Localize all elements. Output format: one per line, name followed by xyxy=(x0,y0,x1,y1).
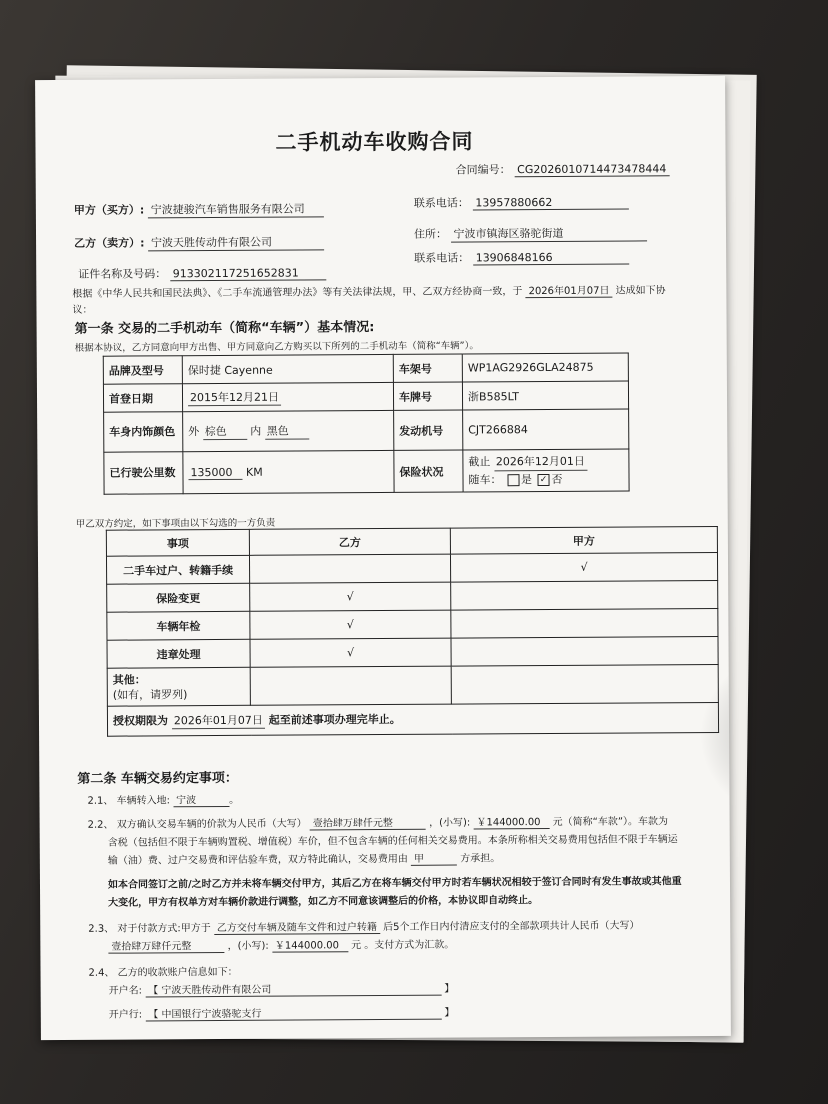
duty-check-a xyxy=(451,580,718,610)
duty-item: 车辆年检 xyxy=(107,611,250,640)
account-bank: 开户行: 【 中国银行宁波骆驼支行 】 xyxy=(109,1004,455,1022)
vehicle-info-table xyxy=(103,352,630,494)
party-a: 甲方（买方）: 宁波捷骏汽车销售服务有限公司 xyxy=(74,200,324,219)
col-party-a: 甲方 xyxy=(450,526,717,554)
other-label: 其他： xyxy=(112,672,146,687)
article1-intro: 根据本协议，乙方同意向甲方出售、甲方同意向乙方购买以下所列的二手机动车（简称“车辆”）。 xyxy=(74,340,479,354)
price-adjust-notice-2: 大变化，甲方有权单方对车辆价款进行调整，如乙方不同意该调整后的价格，本协议即自动终止。 xyxy=(108,895,539,909)
other-hint: (如有，请罗列) xyxy=(112,687,188,702)
duties-intro: 甲乙双方约定，如下事项由以下勾选的一方负责 xyxy=(75,517,276,530)
model-label: 品牌及型号 xyxy=(103,356,182,384)
clause-2-4: 2.4、 乙方的收款账户信息如下： xyxy=(88,966,238,979)
contract-page xyxy=(35,76,731,1040)
insurance-until: 2026年12月01日 xyxy=(494,453,587,472)
insurance-label: 保险状况 xyxy=(394,450,463,492)
model-value: 保时捷 Cayenne xyxy=(182,354,393,383)
article1-heading: 第一条 交易的二手机动车（简称“车辆”）基本情况: xyxy=(74,320,375,337)
col-party-b: 乙方 xyxy=(249,528,450,555)
duties-table xyxy=(106,526,719,737)
plate-value: 浙B585LT xyxy=(462,381,628,410)
inner-color: 黑色 xyxy=(265,422,309,439)
engine-value: CJT266884 xyxy=(463,409,629,450)
preamble: 根据《中华人民共和国民法典》、《二手车流通管理办法》等有关法律法规，甲、乙双方经协商一致，于 2026年01月07日 达成如下协 xyxy=(72,281,665,301)
deadline-row: 授权期限为 2026年01月07日 起至前述事项办理完毕止。 xyxy=(107,702,718,736)
insurance-cell: 截止 2026年12月01日 随车： 是 ✓ 否 xyxy=(463,449,629,492)
deadline-date: 2026年01月07日 xyxy=(172,712,265,730)
mileage-cell: 135000 KM xyxy=(183,450,394,493)
reg-date-label: 首登日期 xyxy=(103,384,182,412)
article2-heading: 第二条 车辆交易约定事项： xyxy=(77,770,238,787)
duty-check-b: √ xyxy=(250,610,451,639)
party-b: 乙方（卖方）: 宁波天胜传动件有限公司 xyxy=(74,233,324,252)
reg-date-value: 2015年12月21日 xyxy=(188,389,281,407)
contract-title: 二手机动车收购合同 xyxy=(275,129,474,155)
account-holder: 开户名: 【 宁波天胜传动件有限公司 】 xyxy=(109,980,455,998)
clause-2-2-line3: 输（油）费、过户交易费和评估验车费，双方特此确认，交易费用由 甲 方承担。 xyxy=(108,849,500,867)
duty-check-b xyxy=(249,554,450,583)
duty-item: 二手车过户、转籍手续 xyxy=(106,555,249,584)
mileage-value: 135000 xyxy=(188,465,242,479)
vin-value: WP1AG2926GLA24875 xyxy=(462,353,628,382)
duty-check-b: √ xyxy=(250,638,451,667)
checkbox-yes[interactable] xyxy=(507,474,519,486)
party-b-phone: 联系电话： 13906848166 xyxy=(414,248,629,265)
other-b xyxy=(250,666,451,705)
duty-check-a xyxy=(451,636,718,666)
party-a-phone: 联系电话： 13957880662 xyxy=(414,193,629,210)
contract-number: 合同编号： CG2026010714473478444 xyxy=(456,160,670,177)
duty-check-a xyxy=(451,608,718,638)
duty-check-b: √ xyxy=(250,582,451,611)
clause-2-3: 2.3、 对于付款方式:甲方于 乙方交付车辆及随车文件和过户转籍 后5个工作日内付清应支付的全部款项共计人民币（大写） xyxy=(88,916,639,935)
duty-item: 违章处理 xyxy=(107,639,250,668)
outer-color: 棕色 xyxy=(203,423,247,440)
party-b-address: 住所： 宁波市镇海区骆驼街道 xyxy=(414,224,647,242)
reg-date-cell xyxy=(182,382,393,411)
duty-item: 保险变更 xyxy=(107,583,250,612)
color-cell: 外 棕色 内 黑色 xyxy=(183,410,394,451)
party-b-id: 证件名称及号码： 913302117251652831 xyxy=(78,264,326,282)
mileage-label: 已行驶公里数 xyxy=(104,452,183,494)
other-a xyxy=(451,664,718,704)
preamble-tail: 议： xyxy=(72,304,93,316)
engine-label: 发动机号 xyxy=(394,410,463,450)
other-cell xyxy=(107,667,250,706)
checkbox-no[interactable]: ✓ xyxy=(537,474,549,486)
vin-label: 车架号 xyxy=(393,354,462,382)
clause-2-2: 2.2、 双方确认交易车辆的价款为人民币（大写） 壹拾肆万肆仟元整 ，(小写): ￥144000.00 元（简称“车款”）。车款为 xyxy=(88,812,668,832)
price-adjust-notice: 如本合同签订之前/之时乙方并未将车辆交付甲方，其后乙方在将车辆交付甲方时若车辆状况相较于签订合同时有发生事故或其他重 xyxy=(107,876,682,891)
col-item: 事项 xyxy=(106,529,249,556)
plate-label: 车牌号 xyxy=(393,382,462,410)
color-label: 车身内饰颜色 xyxy=(104,412,183,452)
clause-2-2-line2: 含税（包括但不限于车辆购置税、增值税）车价，但不包含车辆的任何相关交易费用。本条所称相关交易费用包括但不限于车辆运 xyxy=(107,834,678,849)
clause-2-1: 2.1、 车辆转入地: 宁波 。 xyxy=(87,791,239,808)
clause-2-3-line2: 壹拾肆万肆仟元整 ，(小写): ￥144000.00 元 。支付方式为汇款。 xyxy=(108,936,454,954)
duty-check-a: √ xyxy=(450,552,717,582)
